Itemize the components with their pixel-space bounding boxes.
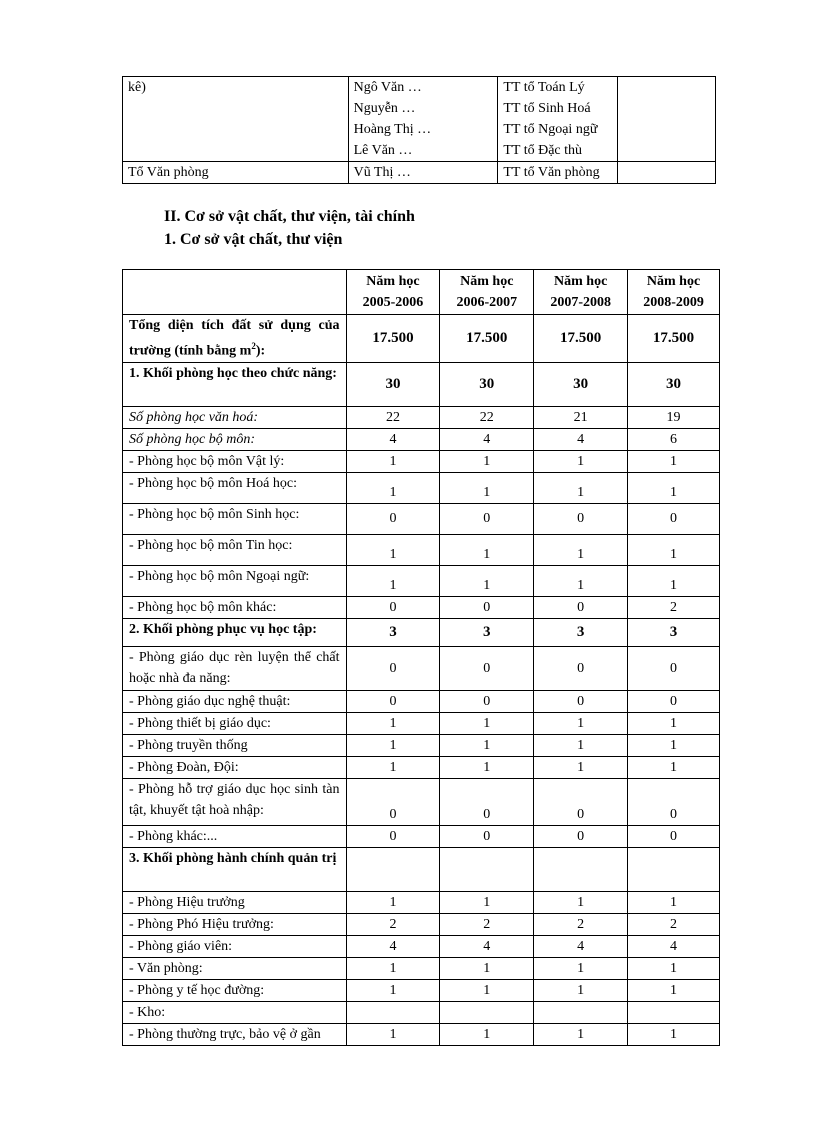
value-cell: 0 <box>534 825 628 847</box>
value-cell <box>440 847 534 891</box>
table-row <box>123 450 720 472</box>
value-cell: 1 <box>628 734 720 756</box>
value-cell <box>346 847 440 891</box>
value-cell: 0 <box>534 778 628 825</box>
value-cell: 0 <box>440 690 534 712</box>
value-cell: 1 <box>440 979 534 1001</box>
value-cell: 0 <box>534 596 628 618</box>
value-cell: 0 <box>440 596 534 618</box>
staff-role: TT tổ Toán Lý <box>503 80 585 95</box>
value-cell: 1 <box>440 734 534 756</box>
table-row <box>123 406 720 428</box>
staff-name: Nguyễn … <box>353 101 416 116</box>
value-cell: 4 <box>346 428 440 450</box>
value-cell: 17.500 <box>440 315 534 363</box>
value-cell: 17.500 <box>346 315 440 363</box>
row-label: - Phòng hỗ trợ giáo dục học sinh tàn tật, khuyết tật hoà nhập: <box>123 778 347 825</box>
table-row <box>123 734 720 756</box>
value-cell: 2 <box>534 913 628 935</box>
value-cell: 1 <box>440 565 534 596</box>
value-cell: 0 <box>346 646 440 690</box>
facilities-table <box>122 269 720 1046</box>
value-cell <box>628 847 720 891</box>
section-heading: II. Cơ sở vật chất, thư viện, tài chính <box>164 208 415 225</box>
value-cell <box>440 1001 534 1023</box>
value-cell: 1 <box>346 891 440 913</box>
year-header-line2: 2007-2008 <box>550 295 611 310</box>
row-label: - Phòng truyền thống <box>123 734 347 756</box>
table-row <box>123 646 720 690</box>
row-label: - Phòng học bộ môn khác: <box>123 596 347 618</box>
year-header-line1: Năm học <box>460 274 514 289</box>
table-row <box>123 756 720 778</box>
value-cell: 1 <box>346 957 440 979</box>
value-cell: 3 <box>440 618 534 646</box>
value-cell: 4 <box>628 935 720 957</box>
row-label: - Phòng học bộ môn Vật lý: <box>123 450 347 472</box>
row-label: - Phòng khác:... <box>123 825 347 847</box>
row-label: - Phòng giáo dục nghệ thuật: <box>123 690 347 712</box>
value-cell: 30 <box>628 362 720 406</box>
value-cell: 1 <box>628 756 720 778</box>
table-row <box>123 428 720 450</box>
row-label: - Phòng học bộ môn Ngoại ngữ: <box>123 565 347 596</box>
value-cell: 1 <box>628 1023 720 1045</box>
year-header <box>346 270 440 315</box>
value-cell: 19 <box>628 406 720 428</box>
value-cell: 1 <box>346 756 440 778</box>
year-header <box>628 270 720 315</box>
value-cell: 1 <box>534 957 628 979</box>
area-label-sup: 2 <box>251 341 256 351</box>
value-cell: 1 <box>346 565 440 596</box>
value-cell: 0 <box>346 503 440 534</box>
table-row <box>123 847 720 891</box>
group-cell: kê) <box>123 77 349 162</box>
table-row <box>123 565 720 596</box>
row-label: - Phòng thiết bị giáo dục: <box>123 712 347 734</box>
row-label: - Phòng thường trực, bảo vệ ở gần <box>123 1023 347 1045</box>
row-label: 3. Khối phòng hành chính quản trị <box>123 847 347 891</box>
table-row <box>123 596 720 618</box>
table-row <box>123 534 720 565</box>
value-cell: 17.500 <box>534 315 628 363</box>
value-cell: 17.500 <box>628 315 720 363</box>
value-cell: 3 <box>628 618 720 646</box>
staff-role: TT tổ Đặc thù <box>503 143 583 158</box>
row-label: - Phòng Hiệu trưởng <box>123 891 347 913</box>
value-cell: 0 <box>628 646 720 690</box>
value-cell: 1 <box>534 734 628 756</box>
value-cell: 1 <box>346 712 440 734</box>
value-cell: 1 <box>534 472 628 503</box>
year-header-line2: 2005-2006 <box>362 295 424 310</box>
value-cell: 1 <box>534 891 628 913</box>
value-cell: 22 <box>440 406 534 428</box>
value-cell: 1 <box>440 712 534 734</box>
value-cell: 1 <box>346 734 440 756</box>
staff-role: TT tổ Sinh Hoá <box>503 101 591 116</box>
row-label: - Phòng học bộ môn Sinh học: <box>123 503 347 534</box>
group-cell: Tổ Văn phòng <box>123 162 349 184</box>
value-cell <box>346 1001 440 1023</box>
roles-cell <box>498 77 618 162</box>
table-row <box>123 162 716 184</box>
value-cell: 2 <box>440 913 534 935</box>
value-cell: 1 <box>346 534 440 565</box>
value-cell: 0 <box>440 646 534 690</box>
names-cell <box>348 77 498 162</box>
value-cell: 1 <box>534 450 628 472</box>
value-cell: 3 <box>346 618 440 646</box>
table-row <box>123 472 720 503</box>
value-cell: 2 <box>628 596 720 618</box>
value-cell: 1 <box>534 1023 628 1045</box>
value-cell: 0 <box>534 646 628 690</box>
value-cell <box>534 847 628 891</box>
row-label: - Phòng Phó Hiệu trưởng: <box>123 913 347 935</box>
value-cell: 1 <box>440 756 534 778</box>
value-cell: 21 <box>534 406 628 428</box>
staff-role: TT tổ Văn phòng <box>498 162 618 184</box>
table-row <box>123 935 720 957</box>
value-cell: 0 <box>346 778 440 825</box>
row-label: - Văn phòng: <box>123 957 347 979</box>
value-cell: 1 <box>346 1023 440 1045</box>
value-cell: 22 <box>346 406 440 428</box>
section-heading-block <box>164 205 415 251</box>
value-cell: 0 <box>534 503 628 534</box>
value-cell: 1 <box>346 472 440 503</box>
value-cell: 1 <box>628 891 720 913</box>
year-header-line1: Năm học <box>646 274 701 289</box>
staff-role: TT tổ Ngoại ngữ <box>503 122 598 137</box>
table-row <box>123 1001 720 1023</box>
value-cell: 1 <box>534 712 628 734</box>
value-cell: 0 <box>628 503 720 534</box>
staff-name: Hoàng Thị … <box>353 122 432 137</box>
year-header <box>534 270 628 315</box>
value-cell: 1 <box>534 979 628 1001</box>
table-row <box>123 825 720 847</box>
value-cell: 0 <box>628 825 720 847</box>
table-row <box>123 315 720 363</box>
row-label: - Phòng học bộ môn Hoá học: <box>123 472 347 503</box>
value-cell: 1 <box>440 1023 534 1045</box>
staff-name: Ngô Văn … <box>353 80 422 95</box>
value-cell: 1 <box>346 450 440 472</box>
table-row <box>123 979 720 1001</box>
value-cell: 1 <box>440 534 534 565</box>
table-row <box>123 618 720 646</box>
row-label-area <box>123 315 347 363</box>
value-cell: 1 <box>534 756 628 778</box>
value-cell: 0 <box>346 690 440 712</box>
value-cell: 1 <box>628 450 720 472</box>
table-row <box>123 957 720 979</box>
row-label: 1. Khối phòng học theo chức năng: <box>123 362 347 406</box>
year-header-line1: Năm học <box>554 274 608 289</box>
value-cell: 1 <box>628 957 720 979</box>
value-cell: 30 <box>346 362 440 406</box>
table-row <box>123 778 720 825</box>
header-row <box>123 270 720 315</box>
staff-name: Vũ Thị … <box>348 162 498 184</box>
row-label: - Kho: <box>123 1001 347 1023</box>
row-label: - Phòng học bộ môn Tin học: <box>123 534 347 565</box>
value-cell: 4 <box>346 935 440 957</box>
value-cell: 4 <box>440 428 534 450</box>
value-cell: 1 <box>440 891 534 913</box>
value-cell: 2 <box>346 913 440 935</box>
value-cell: 1 <box>628 565 720 596</box>
value-cell: 1 <box>628 472 720 503</box>
value-cell <box>628 1001 720 1023</box>
value-cell: 0 <box>346 825 440 847</box>
empty-cell <box>618 162 716 184</box>
value-cell: 30 <box>534 362 628 406</box>
value-cell: 0 <box>346 596 440 618</box>
header-empty-cell <box>123 270 347 315</box>
row-label: 2. Khối phòng phục vụ học tập: <box>123 618 347 646</box>
value-cell: 1 <box>628 712 720 734</box>
value-cell: 1 <box>346 979 440 1001</box>
table-row <box>123 712 720 734</box>
value-cell: 0 <box>440 825 534 847</box>
section-subheading: 1. Cơ sở vật chất, thư viện <box>164 231 343 248</box>
year-header-line1: Năm học <box>366 274 420 289</box>
staff-name: Lê Văn … <box>353 143 413 158</box>
table-row <box>123 1023 720 1045</box>
value-cell: 4 <box>440 935 534 957</box>
table-row <box>123 913 720 935</box>
value-cell: 30 <box>440 362 534 406</box>
row-label: Số phòng học văn hoá: <box>123 406 347 428</box>
table-row <box>123 690 720 712</box>
row-label: - Phòng Đoàn, Đội: <box>123 756 347 778</box>
table-row <box>123 362 720 406</box>
value-cell: 0 <box>628 778 720 825</box>
year-header-line2: 2008-2009 <box>643 295 704 310</box>
value-cell: 1 <box>534 534 628 565</box>
staff-table <box>122 76 716 184</box>
year-header <box>440 270 534 315</box>
area-label: Tổng diện tích đất sử dụng của trường (tính bằng m <box>129 318 340 359</box>
value-cell: 0 <box>440 778 534 825</box>
value-cell: 2 <box>628 913 720 935</box>
value-cell: 0 <box>534 690 628 712</box>
table-row <box>123 77 716 162</box>
value-cell: 0 <box>440 503 534 534</box>
row-label: Số phòng học bộ môn: <box>123 428 347 450</box>
row-label: - Phòng y tế học đường: <box>123 979 347 1001</box>
value-cell: 1 <box>440 472 534 503</box>
value-cell: 6 <box>628 428 720 450</box>
value-cell: 1 <box>628 534 720 565</box>
value-cell: 0 <box>628 690 720 712</box>
year-header-line2: 2006-2007 <box>456 295 518 310</box>
value-cell: 4 <box>534 935 628 957</box>
area-label-end: ): <box>255 343 266 359</box>
table-row <box>123 891 720 913</box>
value-cell: 3 <box>534 618 628 646</box>
table-row <box>123 503 720 534</box>
value-cell: 1 <box>628 979 720 1001</box>
row-label: - Phòng giáo dục rèn luyện thể chất hoặc nhà đa năng: <box>123 646 347 690</box>
empty-cell <box>618 77 716 162</box>
value-cell: 1 <box>440 450 534 472</box>
value-cell: 4 <box>534 428 628 450</box>
value-cell: 1 <box>440 957 534 979</box>
value-cell <box>534 1001 628 1023</box>
value-cell: 1 <box>534 565 628 596</box>
row-label: - Phòng giáo viên: <box>123 935 347 957</box>
